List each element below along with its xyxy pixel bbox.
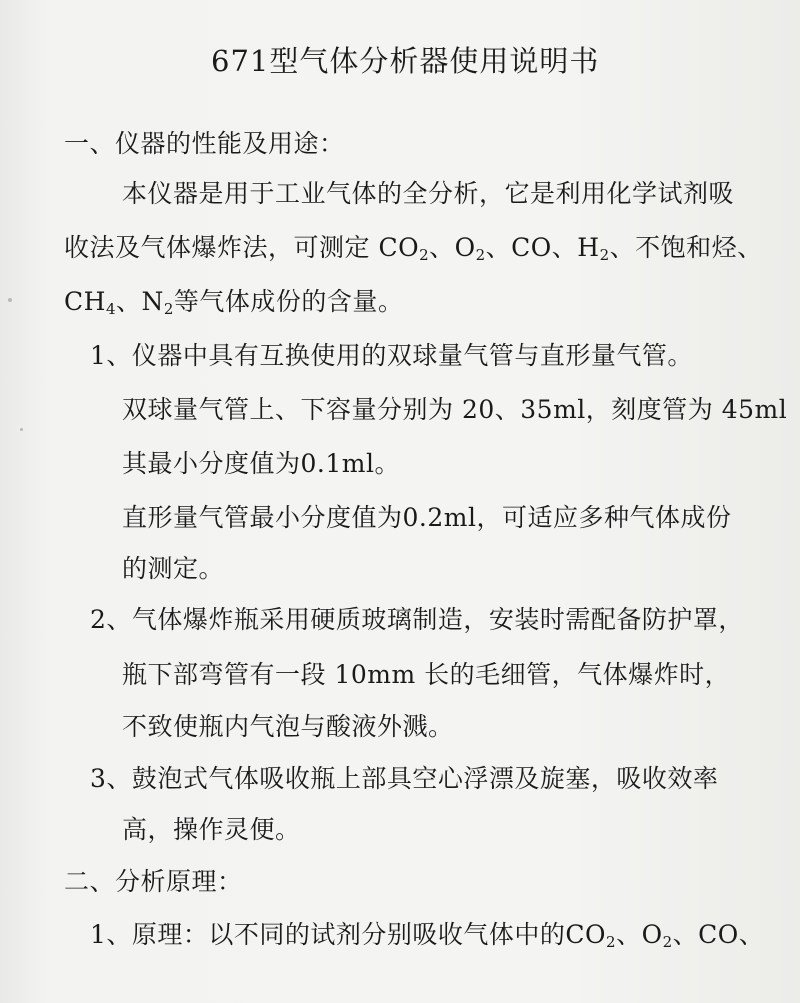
section-1-heading: 一、仪器的性能及用途： <box>64 129 345 158</box>
section-1-intro-line-2: 收法及气体爆炸法，可测定 $CO_2$、$O_2$、CO、$H_2$、不饱和烃、 <box>64 233 763 264</box>
item-3-line-1: 3、鼓泡式气体吸收瓶上部具空心浮漂及旋塞，吸收效率 <box>90 764 719 793</box>
item-1-line-4: 直形量气管最小分度值为0.2ml，可适应多种气体成份 <box>122 503 732 532</box>
document-title: 671型气体分析器使用说明书 <box>211 44 600 78</box>
section-1-intro-line-1: 本仪器是用于工业气体的全分析，它是利用化学试剂吸 <box>122 179 735 208</box>
item-1-line-2: 双球量气管上、下容量分别为 20、35ml，刻度管为 45ml <box>122 395 788 424</box>
item-2-line-1: 2、气体爆炸瓶采用硬质玻璃制造，安装时需配备防护罩， <box>90 605 744 634</box>
section-2-item-1-line-1: 1、原理：以不同的试剂分别吸收气体中的$CO_2$、$O_2$、CO、 <box>90 920 765 951</box>
section-2-heading: 二、分析原理： <box>64 867 243 896</box>
item-1-line-3: 其最小分度值为0.1ml。 <box>122 449 400 478</box>
item-2-line-2: 瓶下部弯管有一段 10mm 长的毛细管，气体爆炸时， <box>122 660 731 689</box>
item-1-line-1: 1、仪器中具有互换使用的双球量气管与直形量气管。 <box>90 341 693 370</box>
item-2-line-3: 不致使瓶内气泡与酸液外溅。 <box>122 712 454 741</box>
item-3-line-2: 高，操作灵便。 <box>122 815 301 844</box>
item-1-line-5: 的测定。 <box>122 554 225 583</box>
scan-speck <box>8 298 12 302</box>
scan-speck <box>20 428 23 431</box>
section-1-intro-line-3: $CH_4$、$N_2$等气体成份的含量。 <box>64 287 404 318</box>
